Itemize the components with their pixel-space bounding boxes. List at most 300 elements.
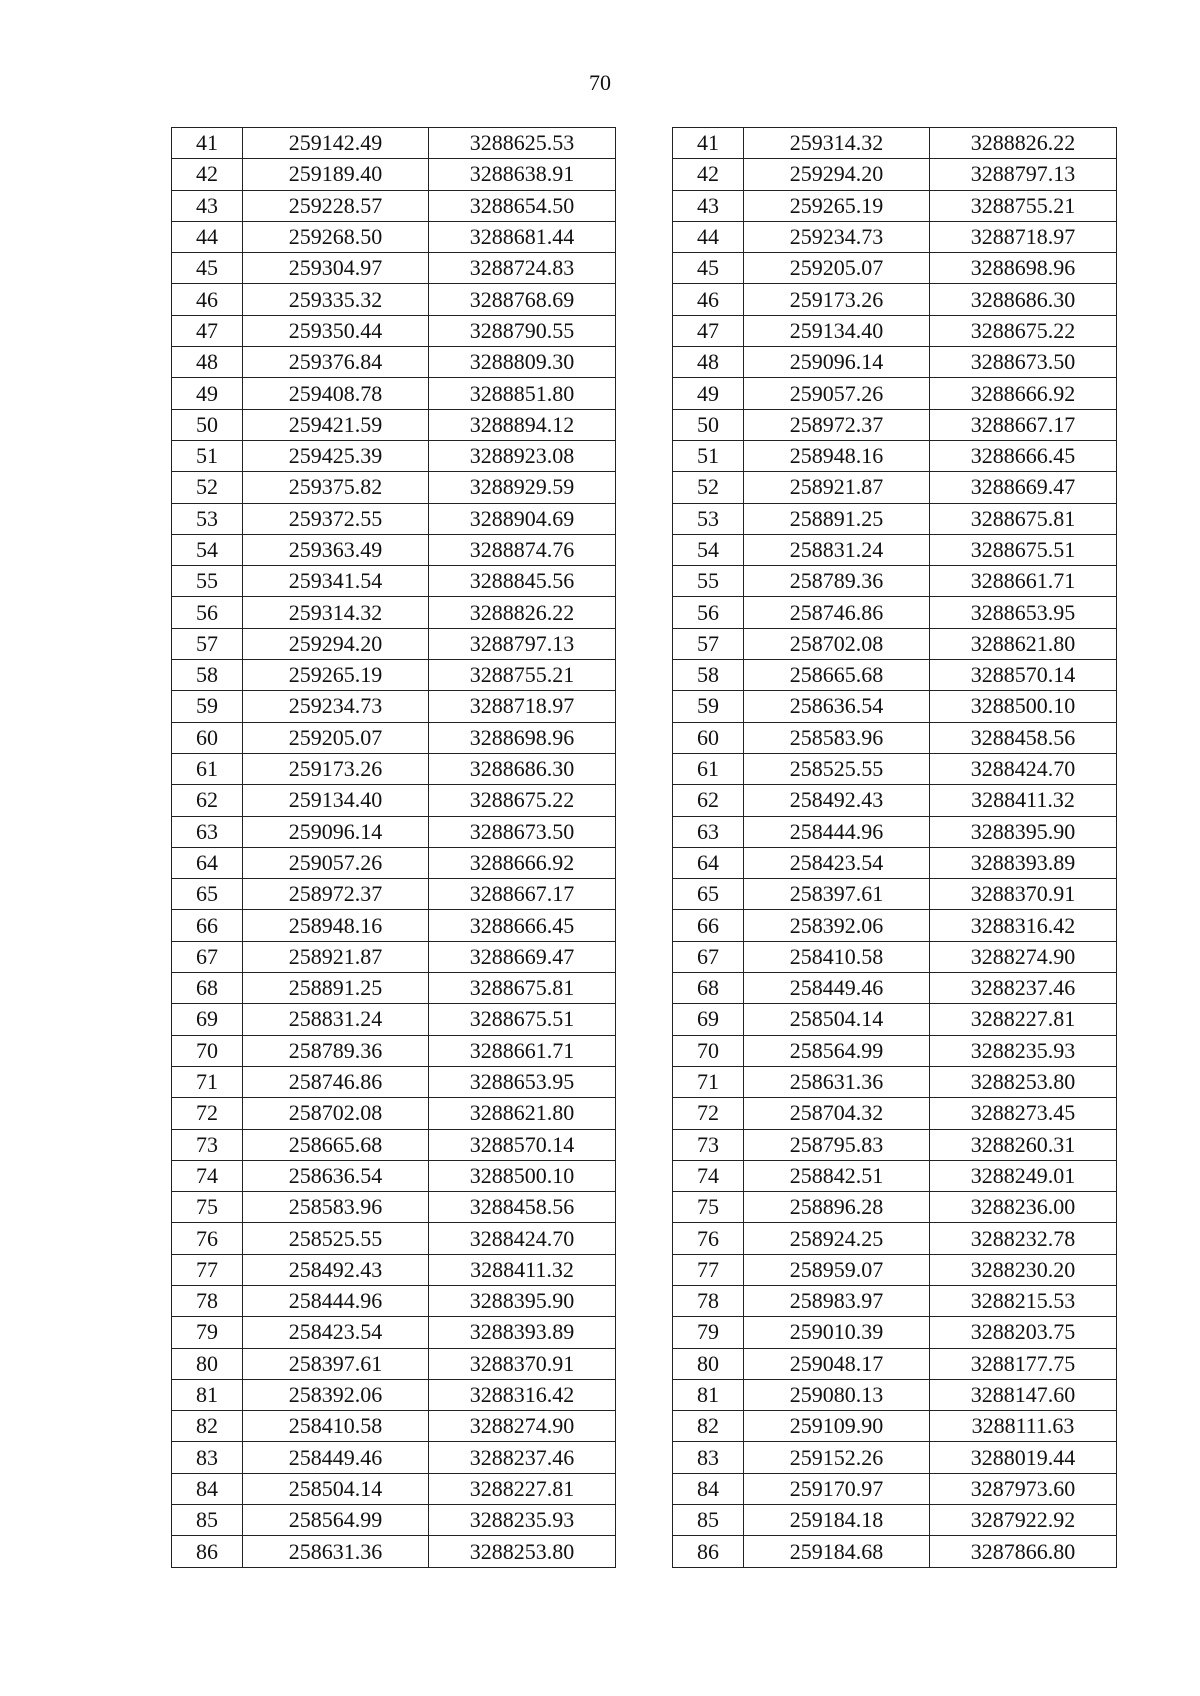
table-row <box>172 785 1117 816</box>
column-gap <box>616 1379 673 1410</box>
left-x-coordinate-cell: 258449.46 <box>243 1442 429 1473</box>
left-x-coordinate-cell: 259189.40 <box>243 159 429 190</box>
column-gap <box>616 1348 673 1379</box>
column-gap <box>616 315 673 346</box>
column-gap <box>616 691 673 722</box>
left-x-coordinate-cell: 259096.14 <box>243 816 429 847</box>
table-row <box>172 472 1117 503</box>
right-y-coordinate-cell: 3288797.13 <box>930 159 1117 190</box>
left-y-coordinate-cell: 3288845.56 <box>429 566 616 597</box>
left-y-coordinate-cell: 3288235.93 <box>429 1505 616 1536</box>
left-point-number-cell: 85 <box>172 1505 243 1536</box>
right-y-coordinate-cell: 3288755.21 <box>930 190 1117 221</box>
column-gap <box>616 221 673 252</box>
right-x-coordinate-cell: 259134.40 <box>744 315 930 346</box>
right-point-number-cell: 77 <box>673 1254 744 1285</box>
left-point-number-cell: 47 <box>172 315 243 346</box>
right-x-coordinate-cell: 259314.32 <box>744 128 930 159</box>
right-x-coordinate-cell: 258410.58 <box>744 941 930 972</box>
left-x-coordinate-cell: 259294.20 <box>243 628 429 659</box>
table-row <box>172 315 1117 346</box>
left-y-coordinate-cell: 3288661.71 <box>429 1035 616 1066</box>
right-point-number-cell: 61 <box>673 753 744 784</box>
left-point-number-cell: 74 <box>172 1160 243 1191</box>
right-point-number-cell: 79 <box>673 1317 744 1348</box>
right-x-coordinate-cell: 259152.26 <box>744 1442 930 1473</box>
right-point-number-cell: 84 <box>673 1473 744 1504</box>
right-x-coordinate-cell: 258746.86 <box>744 597 930 628</box>
table-row <box>172 1317 1117 1348</box>
left-y-coordinate-cell: 3288625.53 <box>429 128 616 159</box>
column-gap <box>616 1192 673 1223</box>
right-y-coordinate-cell: 3288273.45 <box>930 1098 1117 1129</box>
table-row <box>172 440 1117 471</box>
table-row <box>172 253 1117 284</box>
column-gap <box>616 879 673 910</box>
column-gap <box>616 566 673 597</box>
left-point-number-cell: 44 <box>172 221 243 252</box>
right-x-coordinate-cell: 258789.36 <box>744 566 930 597</box>
left-x-coordinate-cell: 259134.40 <box>243 785 429 816</box>
table-row <box>172 1223 1117 1254</box>
right-point-number-cell: 85 <box>673 1505 744 1536</box>
right-x-coordinate-cell: 258896.28 <box>744 1192 930 1223</box>
left-y-coordinate-cell: 3288253.80 <box>429 1536 616 1567</box>
table-row <box>172 284 1117 315</box>
left-point-number-cell: 62 <box>172 785 243 816</box>
left-point-number-cell: 66 <box>172 910 243 941</box>
right-x-coordinate-cell: 258564.99 <box>744 1035 930 1066</box>
right-point-number-cell: 76 <box>673 1223 744 1254</box>
left-y-coordinate-cell: 3288718.97 <box>429 691 616 722</box>
right-x-coordinate-cell: 258959.07 <box>744 1254 930 1285</box>
right-point-number-cell: 47 <box>673 315 744 346</box>
right-y-coordinate-cell: 3288666.92 <box>930 378 1117 409</box>
left-x-coordinate-cell: 259205.07 <box>243 722 429 753</box>
right-y-coordinate-cell: 3288661.71 <box>930 566 1117 597</box>
left-y-coordinate-cell: 3288797.13 <box>429 628 616 659</box>
right-point-number-cell: 54 <box>673 534 744 565</box>
left-point-number-cell: 69 <box>172 1004 243 1035</box>
column-gap <box>616 1035 673 1066</box>
table-row <box>172 816 1117 847</box>
left-y-coordinate-cell: 3288395.90 <box>429 1285 616 1316</box>
left-point-number-cell: 55 <box>172 566 243 597</box>
left-y-coordinate-cell: 3288874.76 <box>429 534 616 565</box>
right-y-coordinate-cell: 3288316.42 <box>930 910 1117 941</box>
right-point-number-cell: 49 <box>673 378 744 409</box>
left-point-number-cell: 75 <box>172 1192 243 1223</box>
left-x-coordinate-cell: 259350.44 <box>243 315 429 346</box>
left-y-coordinate-cell: 3288768.69 <box>429 284 616 315</box>
left-x-coordinate-cell: 258583.96 <box>243 1192 429 1223</box>
left-x-coordinate-cell: 258972.37 <box>243 879 429 910</box>
right-x-coordinate-cell: 259294.20 <box>744 159 930 190</box>
left-x-coordinate-cell: 259173.26 <box>243 753 429 784</box>
left-point-number-cell: 67 <box>172 941 243 972</box>
column-gap <box>616 1066 673 1097</box>
right-point-number-cell: 73 <box>673 1129 744 1160</box>
table-row <box>172 1285 1117 1316</box>
left-point-number-cell: 63 <box>172 816 243 847</box>
right-x-coordinate-cell: 258397.61 <box>744 879 930 910</box>
right-point-number-cell: 60 <box>673 722 744 753</box>
right-y-coordinate-cell: 3287866.80 <box>930 1536 1117 1567</box>
right-point-number-cell: 72 <box>673 1098 744 1129</box>
right-x-coordinate-cell: 259184.68 <box>744 1536 930 1567</box>
table-row <box>172 660 1117 691</box>
right-point-number-cell: 65 <box>673 879 744 910</box>
right-x-coordinate-cell: 258891.25 <box>744 503 930 534</box>
right-y-coordinate-cell: 3288393.89 <box>930 847 1117 878</box>
right-y-coordinate-cell: 3288673.50 <box>930 347 1117 378</box>
column-gap <box>616 1098 673 1129</box>
column-gap <box>616 660 673 691</box>
right-x-coordinate-cell: 258423.54 <box>744 847 930 878</box>
right-x-coordinate-cell: 258704.32 <box>744 1098 930 1129</box>
left-point-number-cell: 56 <box>172 597 243 628</box>
left-y-coordinate-cell: 3288638.91 <box>429 159 616 190</box>
right-point-number-cell: 55 <box>673 566 744 597</box>
left-y-coordinate-cell: 3288923.08 <box>429 440 616 471</box>
left-point-number-cell: 86 <box>172 1536 243 1567</box>
right-y-coordinate-cell: 3288570.14 <box>930 660 1117 691</box>
right-point-number-cell: 70 <box>673 1035 744 1066</box>
right-y-coordinate-cell: 3288274.90 <box>930 941 1117 972</box>
column-gap <box>616 753 673 784</box>
table-row <box>172 1505 1117 1536</box>
left-y-coordinate-cell: 3288686.30 <box>429 753 616 784</box>
table-row <box>172 534 1117 565</box>
right-x-coordinate-cell: 258972.37 <box>744 409 930 440</box>
left-x-coordinate-cell: 258397.61 <box>243 1348 429 1379</box>
left-point-number-cell: 52 <box>172 472 243 503</box>
left-x-coordinate-cell: 258831.24 <box>243 1004 429 1035</box>
right-x-coordinate-cell: 258492.43 <box>744 785 930 816</box>
left-point-number-cell: 73 <box>172 1129 243 1160</box>
right-y-coordinate-cell: 3288227.81 <box>930 1004 1117 1035</box>
left-y-coordinate-cell: 3288424.70 <box>429 1223 616 1254</box>
column-gap <box>616 816 673 847</box>
right-x-coordinate-cell: 258583.96 <box>744 722 930 753</box>
right-point-number-cell: 68 <box>673 973 744 1004</box>
left-x-coordinate-cell: 259268.50 <box>243 221 429 252</box>
left-x-coordinate-cell: 259335.32 <box>243 284 429 315</box>
right-point-number-cell: 75 <box>673 1192 744 1223</box>
left-x-coordinate-cell: 259375.82 <box>243 472 429 503</box>
table-row <box>172 1411 1117 1442</box>
right-y-coordinate-cell: 3288686.30 <box>930 284 1117 315</box>
left-point-number-cell: 43 <box>172 190 243 221</box>
table-row <box>172 941 1117 972</box>
left-x-coordinate-cell: 259376.84 <box>243 347 429 378</box>
right-x-coordinate-cell: 259057.26 <box>744 378 930 409</box>
left-x-coordinate-cell: 259341.54 <box>243 566 429 597</box>
right-y-coordinate-cell: 3288675.22 <box>930 315 1117 346</box>
column-gap <box>616 1411 673 1442</box>
left-y-coordinate-cell: 3288894.12 <box>429 409 616 440</box>
left-y-coordinate-cell: 3288669.47 <box>429 941 616 972</box>
table-row <box>172 1473 1117 1504</box>
table-row <box>172 1379 1117 1410</box>
right-y-coordinate-cell: 3288675.81 <box>930 503 1117 534</box>
right-y-coordinate-cell: 3288260.31 <box>930 1129 1117 1160</box>
left-point-number-cell: 58 <box>172 660 243 691</box>
left-point-number-cell: 65 <box>172 879 243 910</box>
left-y-coordinate-cell: 3288675.81 <box>429 973 616 1004</box>
right-y-coordinate-cell: 3288718.97 <box>930 221 1117 252</box>
right-x-coordinate-cell: 259096.14 <box>744 347 930 378</box>
right-point-number-cell: 46 <box>673 284 744 315</box>
left-y-coordinate-cell: 3288458.56 <box>429 1192 616 1223</box>
table-row <box>172 1066 1117 1097</box>
right-y-coordinate-cell: 3288370.91 <box>930 879 1117 910</box>
right-y-coordinate-cell: 3288667.17 <box>930 409 1117 440</box>
left-y-coordinate-cell: 3288666.45 <box>429 910 616 941</box>
column-gap <box>616 128 673 159</box>
left-point-number-cell: 42 <box>172 159 243 190</box>
right-point-number-cell: 82 <box>673 1411 744 1442</box>
table-row <box>172 159 1117 190</box>
left-y-coordinate-cell: 3288274.90 <box>429 1411 616 1442</box>
right-y-coordinate-cell: 3288675.51 <box>930 534 1117 565</box>
left-x-coordinate-cell: 258504.14 <box>243 1473 429 1504</box>
column-gap <box>616 973 673 1004</box>
table-row <box>172 1129 1117 1160</box>
table-row <box>172 753 1117 784</box>
right-y-coordinate-cell: 3287922.92 <box>930 1505 1117 1536</box>
left-point-number-cell: 48 <box>172 347 243 378</box>
right-point-number-cell: 41 <box>673 128 744 159</box>
left-x-coordinate-cell: 258492.43 <box>243 1254 429 1285</box>
left-y-coordinate-cell: 3288851.80 <box>429 378 616 409</box>
left-y-coordinate-cell: 3288500.10 <box>429 1160 616 1191</box>
left-point-number-cell: 46 <box>172 284 243 315</box>
table-row <box>172 628 1117 659</box>
right-x-coordinate-cell: 259109.90 <box>744 1411 930 1442</box>
left-y-coordinate-cell: 3288227.81 <box>429 1473 616 1504</box>
right-y-coordinate-cell: 3288177.75 <box>930 1348 1117 1379</box>
left-y-coordinate-cell: 3288653.95 <box>429 1066 616 1097</box>
table-row <box>172 190 1117 221</box>
left-y-coordinate-cell: 3288675.22 <box>429 785 616 816</box>
table-row <box>172 128 1117 159</box>
left-y-coordinate-cell: 3288673.50 <box>429 816 616 847</box>
left-x-coordinate-cell: 259363.49 <box>243 534 429 565</box>
left-x-coordinate-cell: 258948.16 <box>243 910 429 941</box>
right-point-number-cell: 62 <box>673 785 744 816</box>
right-x-coordinate-cell: 258504.14 <box>744 1004 930 1035</box>
right-point-number-cell: 43 <box>673 190 744 221</box>
right-point-number-cell: 83 <box>673 1442 744 1473</box>
column-gap <box>616 1442 673 1473</box>
right-x-coordinate-cell: 258948.16 <box>744 440 930 471</box>
left-x-coordinate-cell: 259372.55 <box>243 503 429 534</box>
right-y-coordinate-cell: 3288653.95 <box>930 597 1117 628</box>
left-y-coordinate-cell: 3288826.22 <box>429 597 616 628</box>
column-gap <box>616 190 673 221</box>
column-gap <box>616 1223 673 1254</box>
left-y-coordinate-cell: 3288654.50 <box>429 190 616 221</box>
left-y-coordinate-cell: 3288570.14 <box>429 1129 616 1160</box>
table-row <box>172 1536 1117 1567</box>
left-y-coordinate-cell: 3288675.51 <box>429 1004 616 1035</box>
right-y-coordinate-cell: 3288424.70 <box>930 753 1117 784</box>
right-x-coordinate-cell: 258636.54 <box>744 691 930 722</box>
table-row <box>172 1348 1117 1379</box>
right-point-number-cell: 64 <box>673 847 744 878</box>
left-point-number-cell: 77 <box>172 1254 243 1285</box>
right-x-coordinate-cell: 258631.36 <box>744 1066 930 1097</box>
table-row <box>172 722 1117 753</box>
table-row <box>172 597 1117 628</box>
right-y-coordinate-cell: 3288621.80 <box>930 628 1117 659</box>
left-y-coordinate-cell: 3288809.30 <box>429 347 616 378</box>
right-x-coordinate-cell: 259205.07 <box>744 253 930 284</box>
right-x-coordinate-cell: 258444.96 <box>744 816 930 847</box>
right-y-coordinate-cell: 3288232.78 <box>930 1223 1117 1254</box>
right-point-number-cell: 48 <box>673 347 744 378</box>
column-gap <box>616 597 673 628</box>
left-point-number-cell: 49 <box>172 378 243 409</box>
right-point-number-cell: 56 <box>673 597 744 628</box>
right-x-coordinate-cell: 259170.97 <box>744 1473 930 1504</box>
right-y-coordinate-cell: 3288458.56 <box>930 722 1117 753</box>
left-y-coordinate-cell: 3288411.32 <box>429 1254 616 1285</box>
left-x-coordinate-cell: 259425.39 <box>243 440 429 471</box>
table-row <box>172 566 1117 597</box>
left-y-coordinate-cell: 3288316.42 <box>429 1379 616 1410</box>
right-x-coordinate-cell: 258795.83 <box>744 1129 930 1160</box>
left-x-coordinate-cell: 258444.96 <box>243 1285 429 1316</box>
column-gap <box>616 503 673 534</box>
right-y-coordinate-cell: 3288236.00 <box>930 1192 1117 1223</box>
right-y-coordinate-cell: 3288698.96 <box>930 253 1117 284</box>
left-point-number-cell: 78 <box>172 1285 243 1316</box>
left-point-number-cell: 80 <box>172 1348 243 1379</box>
right-point-number-cell: 74 <box>673 1160 744 1191</box>
column-gap <box>616 534 673 565</box>
table-row <box>172 1035 1117 1066</box>
left-point-number-cell: 70 <box>172 1035 243 1066</box>
column-gap <box>616 1160 673 1191</box>
right-point-number-cell: 67 <box>673 941 744 972</box>
left-x-coordinate-cell: 259234.73 <box>243 691 429 722</box>
right-point-number-cell: 86 <box>673 1536 744 1567</box>
left-x-coordinate-cell: 259421.59 <box>243 409 429 440</box>
left-x-coordinate-cell: 258789.36 <box>243 1035 429 1066</box>
right-y-coordinate-cell: 3288230.20 <box>930 1254 1117 1285</box>
right-point-number-cell: 57 <box>673 628 744 659</box>
right-y-coordinate-cell: 3288111.63 <box>930 1411 1117 1442</box>
right-y-coordinate-cell: 3288666.45 <box>930 440 1117 471</box>
table-row <box>172 378 1117 409</box>
left-point-number-cell: 60 <box>172 722 243 753</box>
column-gap <box>616 347 673 378</box>
left-point-number-cell: 64 <box>172 847 243 878</box>
left-y-coordinate-cell: 3288393.89 <box>429 1317 616 1348</box>
right-y-coordinate-cell: 3287973.60 <box>930 1473 1117 1504</box>
table-row <box>172 1442 1117 1473</box>
column-gap <box>616 1536 673 1567</box>
right-x-coordinate-cell: 258449.46 <box>744 973 930 1004</box>
right-y-coordinate-cell: 3288147.60 <box>930 1379 1117 1410</box>
column-gap <box>616 1004 673 1035</box>
left-x-coordinate-cell: 259228.57 <box>243 190 429 221</box>
column-gap <box>616 440 673 471</box>
column-gap <box>616 253 673 284</box>
right-x-coordinate-cell: 258702.08 <box>744 628 930 659</box>
right-point-number-cell: 59 <box>673 691 744 722</box>
left-x-coordinate-cell: 259314.32 <box>243 597 429 628</box>
right-point-number-cell: 42 <box>673 159 744 190</box>
left-x-coordinate-cell: 258665.68 <box>243 1129 429 1160</box>
right-point-number-cell: 69 <box>673 1004 744 1035</box>
left-x-coordinate-cell: 258564.99 <box>243 1505 429 1536</box>
right-x-coordinate-cell: 258525.55 <box>744 753 930 784</box>
column-gap <box>616 847 673 878</box>
right-x-coordinate-cell: 258921.87 <box>744 472 930 503</box>
right-y-coordinate-cell: 3288826.22 <box>930 128 1117 159</box>
right-y-coordinate-cell: 3288237.46 <box>930 973 1117 1004</box>
left-y-coordinate-cell: 3288698.96 <box>429 722 616 753</box>
right-x-coordinate-cell: 259184.18 <box>744 1505 930 1536</box>
left-x-coordinate-cell: 258410.58 <box>243 1411 429 1442</box>
coordinates-table-body <box>172 128 1117 1568</box>
left-y-coordinate-cell: 3288621.80 <box>429 1098 616 1129</box>
left-point-number-cell: 82 <box>172 1411 243 1442</box>
right-x-coordinate-cell: 259265.19 <box>744 190 930 221</box>
right-x-coordinate-cell: 258924.25 <box>744 1223 930 1254</box>
right-x-coordinate-cell: 258392.06 <box>744 910 930 941</box>
left-y-coordinate-cell: 3288790.55 <box>429 315 616 346</box>
left-x-coordinate-cell: 258423.54 <box>243 1317 429 1348</box>
left-x-coordinate-cell: 259304.97 <box>243 253 429 284</box>
table-row <box>172 691 1117 722</box>
column-gap <box>616 628 673 659</box>
left-y-coordinate-cell: 3288904.69 <box>429 503 616 534</box>
left-point-number-cell: 81 <box>172 1379 243 1410</box>
column-gap <box>616 941 673 972</box>
left-y-coordinate-cell: 3288370.91 <box>429 1348 616 1379</box>
right-point-number-cell: 53 <box>673 503 744 534</box>
left-x-coordinate-cell: 258746.86 <box>243 1066 429 1097</box>
column-gap <box>616 1129 673 1160</box>
page-number: 70 <box>589 70 611 95</box>
left-point-number-cell: 45 <box>172 253 243 284</box>
column-gap <box>616 722 673 753</box>
left-point-number-cell: 79 <box>172 1317 243 1348</box>
right-point-number-cell: 78 <box>673 1285 744 1316</box>
left-point-number-cell: 68 <box>172 973 243 1004</box>
left-y-coordinate-cell: 3288667.17 <box>429 879 616 910</box>
left-x-coordinate-cell: 258392.06 <box>243 1379 429 1410</box>
left-point-number-cell: 83 <box>172 1442 243 1473</box>
right-x-coordinate-cell: 258831.24 <box>744 534 930 565</box>
right-x-coordinate-cell: 258665.68 <box>744 660 930 691</box>
left-y-coordinate-cell: 3288929.59 <box>429 472 616 503</box>
right-x-coordinate-cell: 258842.51 <box>744 1160 930 1191</box>
left-point-number-cell: 57 <box>172 628 243 659</box>
right-x-coordinate-cell: 259010.39 <box>744 1317 930 1348</box>
column-gap <box>616 1473 673 1504</box>
right-point-number-cell: 50 <box>673 409 744 440</box>
left-point-number-cell: 59 <box>172 691 243 722</box>
table-row <box>172 1254 1117 1285</box>
column-gap <box>616 378 673 409</box>
column-gap <box>616 1285 673 1316</box>
table-row <box>172 879 1117 910</box>
